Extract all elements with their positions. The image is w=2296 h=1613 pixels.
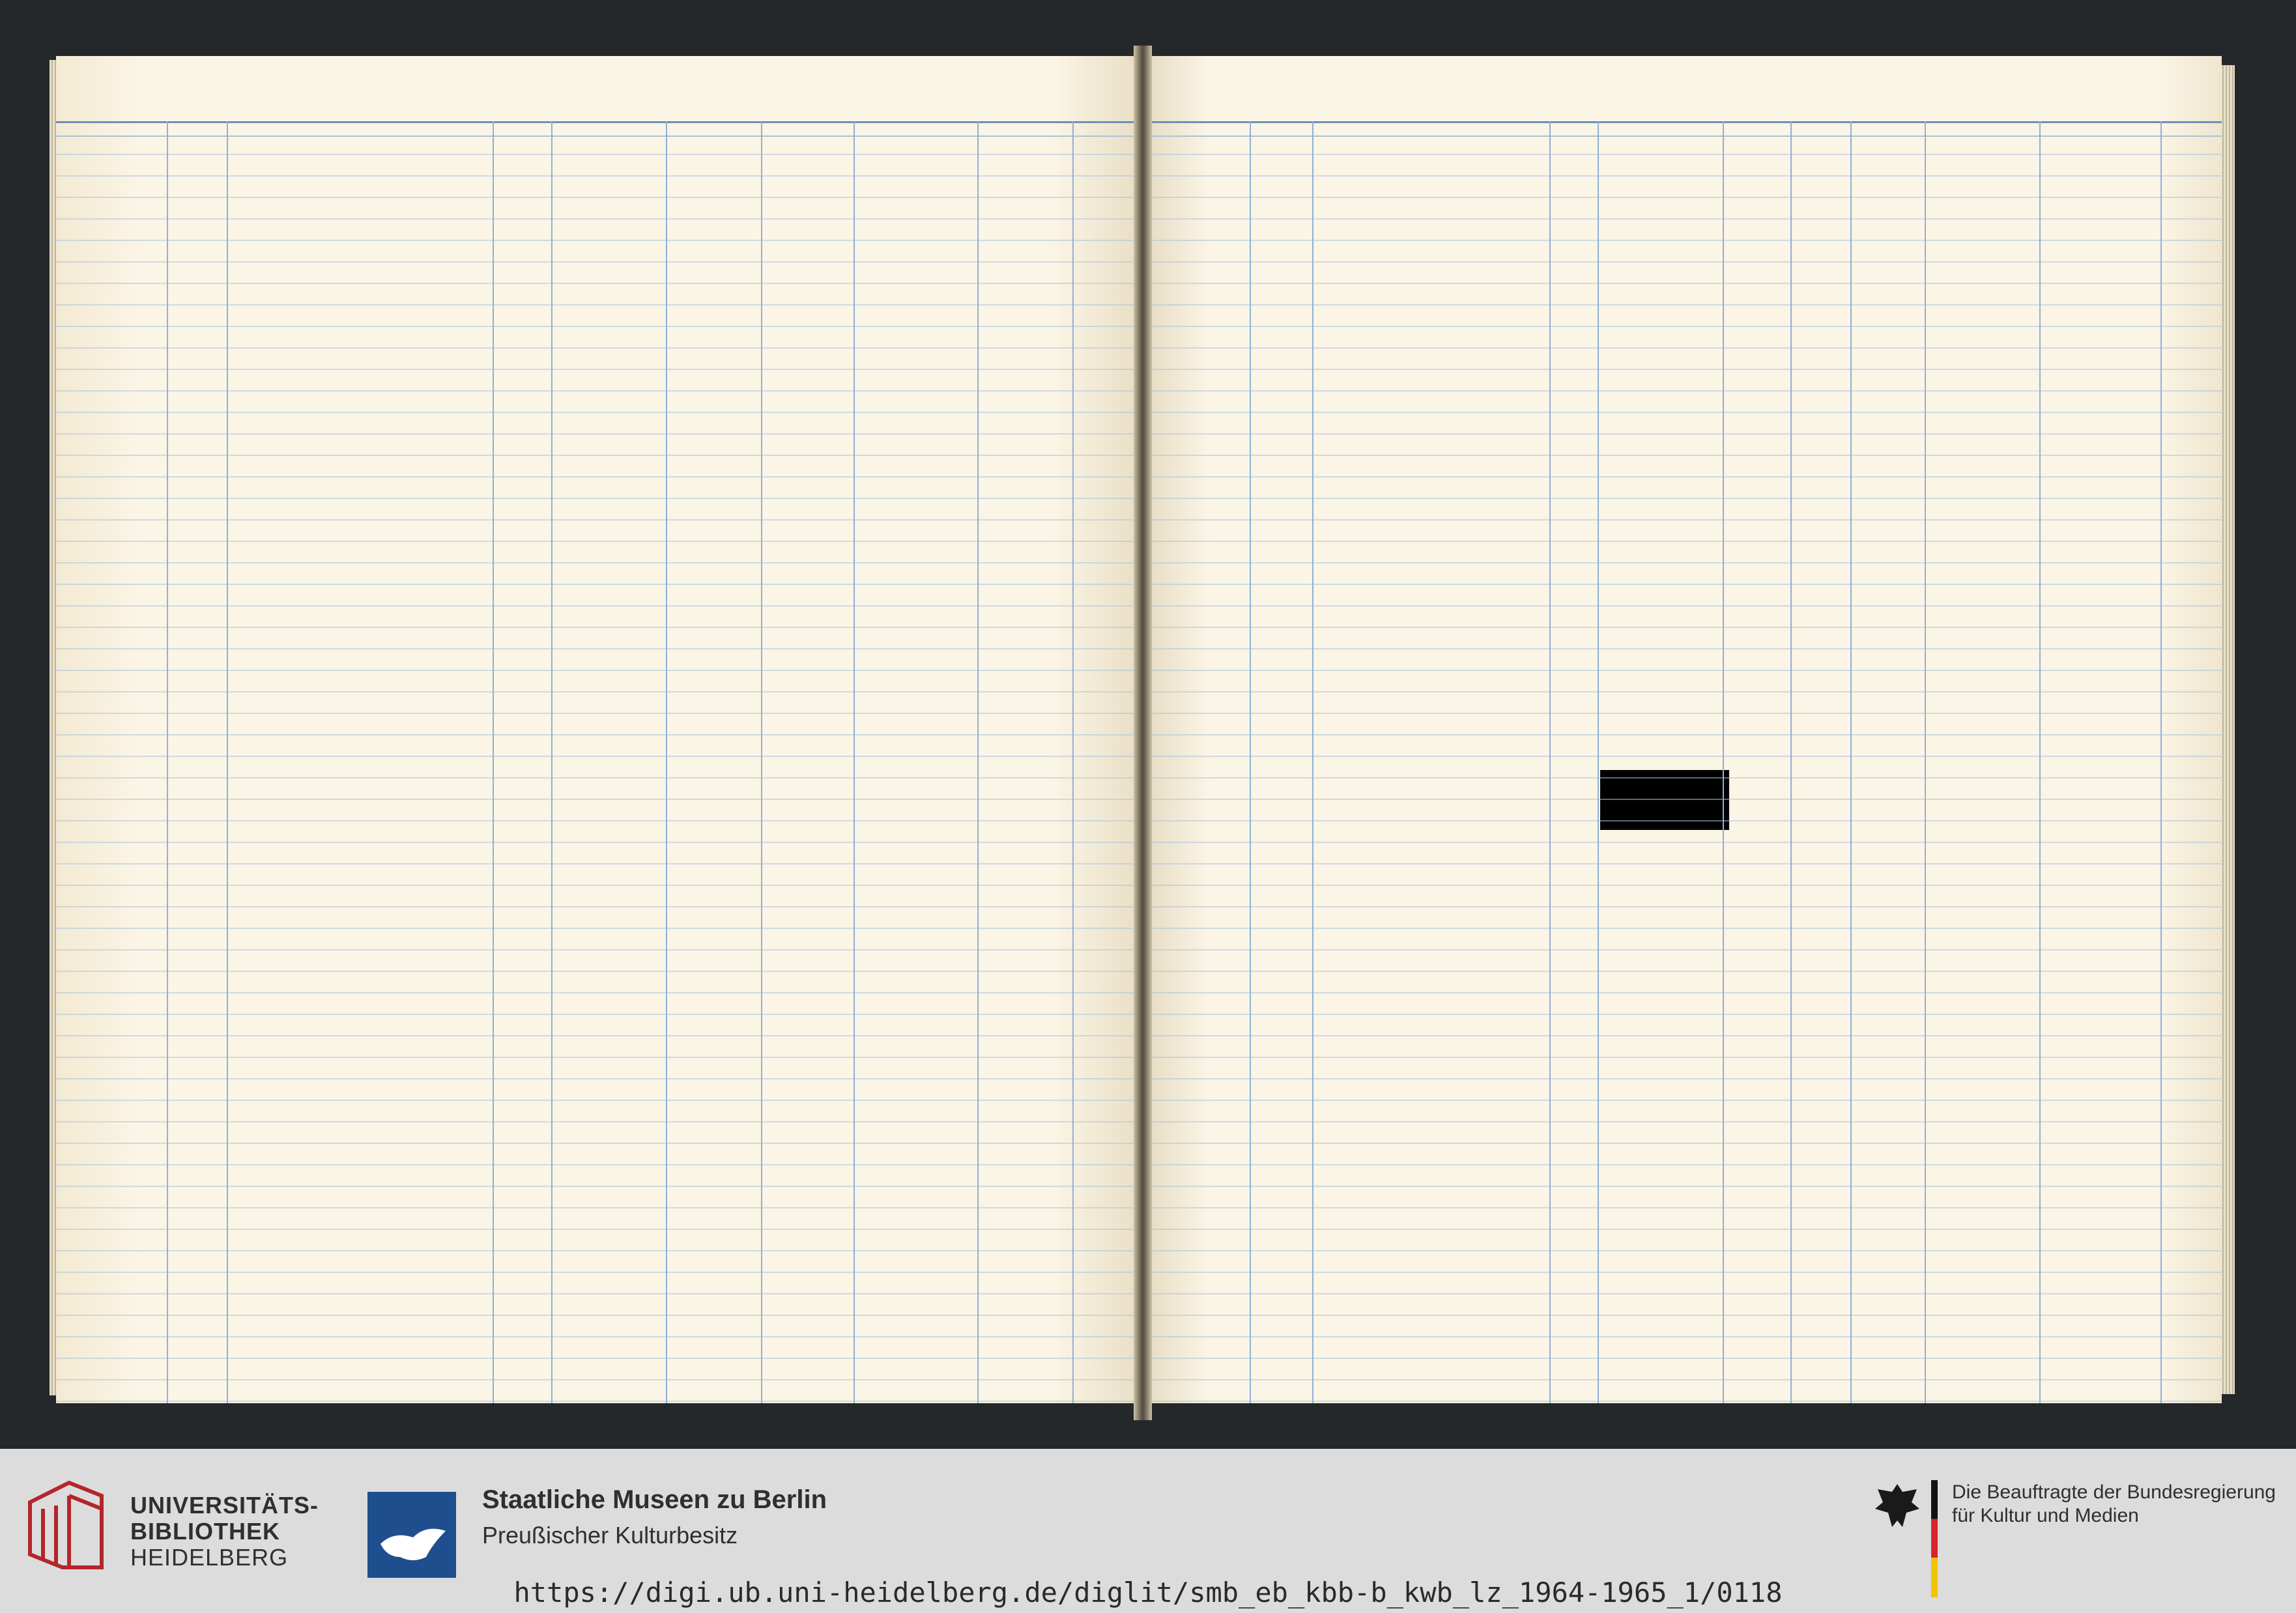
ruled-line (56, 1358, 1138, 1359)
column-rule (227, 121, 228, 1403)
ruled-line (56, 670, 1138, 671)
ruled-line (56, 1078, 1138, 1079)
ruled-line (1145, 347, 2222, 349)
ruled-line (1145, 734, 2222, 735)
ruled-line (1145, 820, 2222, 821)
ruled-line (56, 1379, 1138, 1380)
ruled-line (1145, 756, 2222, 757)
ruled-line (1145, 605, 2222, 607)
ruled-line (56, 1207, 1138, 1208)
ruled-line (56, 1143, 1138, 1144)
ruled-line (1145, 1121, 2222, 1122)
column-rule (854, 121, 855, 1403)
ruled-line (56, 648, 1138, 649)
column-rule (1250, 121, 1251, 1403)
ruled-line (1145, 1358, 2222, 1359)
ruled-line (56, 541, 1138, 542)
header-rule (1145, 121, 2222, 123)
column-rule (1790, 121, 1792, 1403)
ruled-line (1145, 541, 2222, 542)
ruled-line (1145, 863, 2222, 864)
ruled-line (1145, 283, 2222, 284)
bkm-line2: für Kultur und Medien (1952, 1505, 2139, 1526)
ruled-line (56, 412, 1138, 413)
ruled-line (1145, 584, 2222, 585)
column-rule (1850, 121, 1852, 1403)
ruled-line (56, 455, 1138, 456)
ruled-line (1145, 412, 2222, 413)
ruled-line (56, 1250, 1138, 1251)
column-rule (2160, 121, 2162, 1403)
ruled-line (1145, 433, 2222, 435)
ruled-line (1145, 670, 2222, 671)
ruled-line (56, 283, 1138, 284)
column-rule (1549, 121, 1551, 1403)
ruled-line (1145, 175, 2222, 177)
ruled-line (56, 261, 1138, 263)
ruled-line (56, 304, 1138, 306)
ruled-line (1145, 1315, 2222, 1316)
column-rule (1925, 121, 1926, 1403)
ruled-line (56, 1272, 1138, 1273)
ruled-line (56, 562, 1138, 564)
ub-logo-line1: UNIVERSITÄTS- (130, 1492, 319, 1519)
column-rule (1598, 121, 1599, 1403)
permalink-url[interactable]: https://digi.ub.uni-heidelberg.de/diglit/smb_eb_kbb-b_kwb_lz_1964-1965_1/0118 (513, 1577, 1783, 1608)
ruled-line (56, 154, 1138, 155)
ruled-line (56, 906, 1138, 907)
ruled-line (56, 691, 1138, 692)
ruled-line (56, 1293, 1138, 1294)
ruled-line (56, 777, 1138, 778)
book-gutter (1134, 46, 1152, 1420)
bkm-line1: Die Beauftragte der Bundesregierung (1952, 1481, 2276, 1503)
left-ledger-page (56, 56, 1138, 1403)
ruled-line (56, 842, 1138, 843)
ruled-line (56, 519, 1138, 521)
ruled-line (1145, 1035, 2222, 1036)
ruled-line (1145, 1057, 2222, 1058)
column-rule (977, 121, 979, 1403)
smb-title: Staatliche Museen zu Berlin (482, 1485, 827, 1514)
column-rule (666, 121, 667, 1403)
ruled-line (1145, 1164, 2222, 1165)
ruled-line (1145, 1401, 2222, 1402)
column-rule (1072, 121, 1074, 1403)
ruled-line (56, 885, 1138, 886)
ruled-line (1145, 1186, 2222, 1187)
ruled-line (56, 1229, 1138, 1230)
column-rule (167, 121, 168, 1403)
ruled-line (1145, 455, 2222, 456)
ruled-line (56, 197, 1138, 198)
right-ledger-page (1145, 56, 2222, 1403)
ruled-line (56, 756, 1138, 757)
ruled-line (1145, 713, 2222, 714)
ruled-line (1145, 390, 2222, 392)
header-rule-2 (56, 136, 1138, 137)
column-rule (1312, 121, 1313, 1403)
column-rule (761, 121, 762, 1403)
ruled-line (1145, 326, 2222, 327)
ruled-line (56, 1121, 1138, 1122)
ruled-line (1145, 1078, 2222, 1079)
ruled-line (1145, 154, 2222, 155)
ruled-line (1145, 949, 2222, 950)
ruled-line (56, 1014, 1138, 1015)
ruled-line (1145, 799, 2222, 800)
ruled-line (56, 433, 1138, 435)
ruled-line (1145, 218, 2222, 220)
ruled-line (1145, 1250, 2222, 1251)
ruled-line (1145, 885, 2222, 886)
ruled-line (56, 992, 1138, 993)
ub-logo-line3: HEIDELBERG (130, 1544, 289, 1571)
ruled-line (1145, 369, 2222, 370)
ruled-line (1145, 476, 2222, 478)
ruled-line (1145, 648, 2222, 649)
ruled-line (1145, 928, 2222, 929)
header-rule (56, 121, 1138, 123)
ruled-line (56, 175, 1138, 177)
ruled-line (1145, 1272, 2222, 1273)
ruled-line (56, 390, 1138, 392)
ruled-line (56, 476, 1138, 478)
ruled-line (1145, 1143, 2222, 1144)
ruled-line (56, 1186, 1138, 1187)
ruled-line (1145, 777, 2222, 778)
column-rule (2039, 121, 2041, 1403)
ruled-line (56, 799, 1138, 800)
ruled-line (1145, 519, 2222, 521)
ruled-line (1145, 971, 2222, 972)
ruled-line (56, 1057, 1138, 1058)
ruled-line (1145, 562, 2222, 564)
smb-subtitle: Preußischer Kulturbesitz (482, 1522, 738, 1549)
ruled-line (56, 820, 1138, 821)
ruled-line (1145, 1293, 2222, 1294)
ruled-line (56, 347, 1138, 349)
ruled-line (56, 627, 1138, 628)
ruled-line (56, 971, 1138, 972)
ruled-line (1145, 1207, 2222, 1208)
ruled-line (1145, 261, 2222, 263)
ruled-line (1145, 1229, 2222, 1230)
ub-heidelberg-logo-icon (23, 1476, 108, 1574)
ruled-line (56, 713, 1138, 714)
ruled-line (56, 584, 1138, 585)
ruled-line (1145, 691, 2222, 692)
ruled-line (56, 949, 1138, 950)
ruled-line (1145, 197, 2222, 198)
column-rule (493, 121, 494, 1403)
ruled-line (1145, 627, 2222, 628)
ruled-line (56, 1315, 1138, 1316)
ruled-line (56, 369, 1138, 370)
right-page-edges (2220, 65, 2235, 1394)
ruled-line (56, 1401, 1138, 1402)
ruled-line (1145, 1379, 2222, 1380)
ruled-line (56, 240, 1138, 241)
column-rule (551, 121, 552, 1403)
ruled-line (1145, 1336, 2222, 1337)
ruled-line (56, 1100, 1138, 1101)
ruled-line (1145, 1014, 2222, 1015)
header-rule-2 (1145, 136, 2222, 137)
federal-eagle-icon (1871, 1480, 1923, 1532)
ruled-line (56, 498, 1138, 499)
ruled-line (56, 863, 1138, 864)
ruled-line (56, 326, 1138, 327)
ruled-line (1145, 304, 2222, 306)
ruled-line (56, 605, 1138, 607)
ruled-line (56, 1035, 1138, 1036)
provider-footer (0, 1449, 2296, 1613)
ruled-line (56, 1336, 1138, 1337)
ruled-line (1145, 240, 2222, 241)
smb-eagle-logo-icon (367, 1492, 456, 1578)
ub-logo-line2: BIBLIOTHEK (130, 1518, 280, 1545)
ruled-line (1145, 1100, 2222, 1101)
ruled-line (56, 218, 1138, 220)
ruled-line (1145, 842, 2222, 843)
ruled-line (56, 1164, 1138, 1165)
ruled-line (1145, 498, 2222, 499)
ruled-line (56, 928, 1138, 929)
ruled-line (1145, 992, 2222, 993)
column-rule (1723, 121, 1724, 1403)
ruled-line (56, 734, 1138, 735)
ruled-line (1145, 906, 2222, 907)
